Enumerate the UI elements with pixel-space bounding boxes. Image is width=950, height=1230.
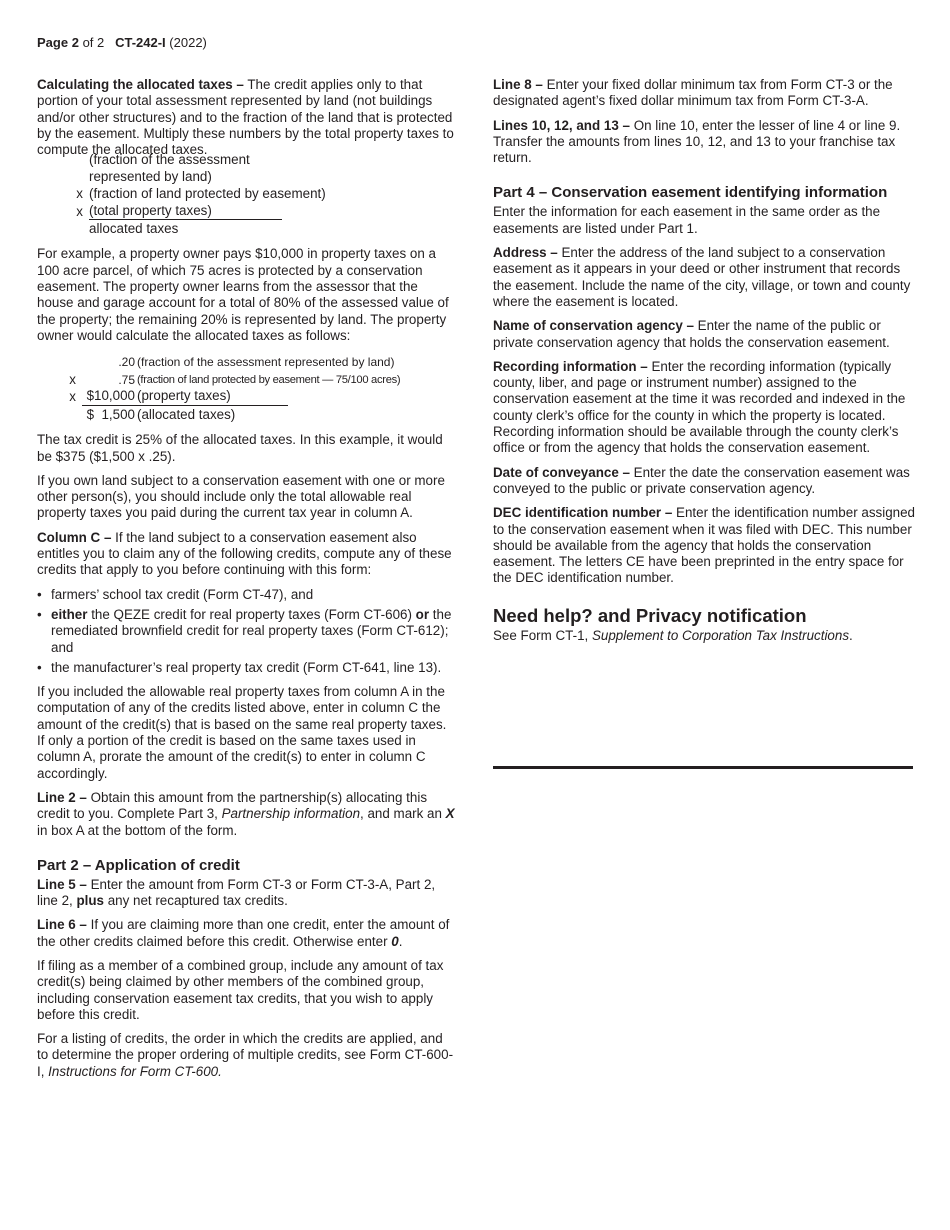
list-item-emphasis: either bbox=[51, 606, 88, 622]
part-4-intro: Enter the information for each easement in the same order as the easements are listed under Part 1. bbox=[493, 204, 881, 236]
address-title: Address – bbox=[493, 245, 558, 261]
page-header bbox=[37, 35, 207, 51]
formula-number: .75 bbox=[118, 372, 135, 387]
help-text: . bbox=[849, 627, 853, 643]
formula-number: .20 bbox=[118, 355, 135, 370]
right-column bbox=[493, 77, 915, 652]
line-5-title: Line 5 – bbox=[37, 876, 87, 892]
allocated-taxes-text: The credit applies only to that portion of your total assessment represented by land (not buildings and/or other structures) and to the fraction of the land that is protected by the easement. Multiply these numbers by the total property taxes to compute the allocated taxes. bbox=[37, 77, 454, 158]
line-2-text: in box A at the bottom of the form. bbox=[37, 822, 238, 838]
co-owner-paragraph: If you own land subject to a conservation easement with one or more other person(s), you should include only the total allowable real property taxes you paid during the current tax year in column A. bbox=[37, 472, 445, 521]
bullet-icon: • bbox=[37, 659, 42, 675]
allocation-formula bbox=[37, 152, 457, 237]
line-5-text: any net recaptured tax credits. bbox=[103, 893, 288, 909]
combined-group-paragraph: If filing as a member of a combined group, include any amount of tax credit(s) being claimed by other members of the combined group, including conservation easement tax credits, that you wish to apply before this credit. bbox=[37, 957, 444, 1022]
line-6-text: . bbox=[398, 933, 403, 949]
lines-10-12-13-paragraph bbox=[493, 118, 915, 167]
line-5-text: Enter the amount from Form CT-3 or Form CT-3-A, Part 2, line 2, bbox=[37, 876, 436, 909]
recording-title: Recording information – bbox=[493, 358, 648, 374]
agency-text: Enter the name of the public or private conservation agency that holds the conservation easement. bbox=[493, 318, 890, 350]
dec-title: DEC identification number – bbox=[493, 505, 673, 521]
credit-listing-text: For a listing of credits, the order in which the credits are applied, and to determine the proper ordering of multiple credits, see Form CT-600-I, bbox=[37, 1031, 454, 1079]
list-item bbox=[37, 660, 457, 676]
left-column bbox=[37, 77, 457, 1088]
page-word: Page bbox=[37, 35, 69, 50]
bullet-icon: • bbox=[37, 586, 42, 602]
form-id: CT-242-I bbox=[115, 35, 166, 50]
part-2-heading: Part 2 – Application of credit bbox=[37, 856, 240, 874]
page-number: 2 bbox=[71, 35, 79, 50]
formula-result: (allocated taxes) bbox=[137, 406, 236, 422]
formula-text: (property taxes) bbox=[137, 388, 288, 405]
line-2-text: , and mark an bbox=[360, 806, 446, 822]
zero-value: 0 bbox=[391, 933, 399, 949]
agency-paragraph bbox=[493, 318, 915, 351]
lines-10-12-13-text: On line 10, enter the lesser of line 4 or line 9. Transfer the amounts from lines 10, 12, and 13 to your franchise tax return. bbox=[493, 117, 901, 166]
help-heading: Need help? and Privacy notification bbox=[493, 604, 807, 626]
credit-listing-paragraph bbox=[37, 1031, 457, 1080]
conveyance-title: Date of conveyance – bbox=[493, 464, 630, 480]
formula-row bbox=[37, 185, 457, 203]
allocated-taxes-title: Calculating the allocated taxes – bbox=[37, 77, 244, 92]
example-paragraph: For example, a property owner pays $10,000 in property taxes on a 100 acre parcel, of which 75 acres is protected by a conservation easement. The property owner learns from the assessor that the house and garage account for a total of 80% of the assessed value of the property; the remaining 20% is represented by land. The property owner would calculate the allocated taxes as follows: bbox=[37, 246, 449, 343]
column-c-title: Column C – bbox=[37, 529, 112, 545]
credit-listing-italic: Instructions for Form CT-600. bbox=[48, 1063, 222, 1079]
formula-number: $ 1,500 bbox=[86, 406, 135, 422]
end-rule bbox=[493, 766, 913, 769]
line-5-emphasis: plus bbox=[76, 893, 104, 909]
line-2-title: Line 2 – bbox=[37, 789, 87, 805]
dec-paragraph bbox=[493, 505, 915, 586]
page-of: of 2 bbox=[82, 35, 105, 50]
line-2-paragraph bbox=[37, 790, 457, 839]
line-5-paragraph bbox=[37, 877, 457, 910]
line-6-text: If you are claiming more than one credit, enter the amount of the other credits claimed before this credit. Otherwise enter bbox=[37, 917, 450, 949]
form-year: (2022) bbox=[169, 35, 207, 50]
formula-row bbox=[37, 353, 457, 371]
recording-text: Enter the recording information (typically county, liber, and page or instrument number) assigned to the conservation easement at the time it was recorded and indexed in the county clerk’s office for the county in which the property is located. Recording information should be available through the county clerk’s office or from the agency that holds the conservation easement. bbox=[493, 358, 906, 456]
formula-row bbox=[37, 371, 457, 389]
list-item bbox=[37, 607, 457, 656]
formula-row bbox=[37, 152, 457, 185]
help-paragraph bbox=[493, 628, 915, 644]
list-item-text: the QEZE credit for real property taxes (Form CT-606) bbox=[87, 606, 416, 622]
line-8-paragraph bbox=[493, 77, 915, 110]
line-2-italic: Partnership information bbox=[221, 806, 361, 822]
formula-row bbox=[37, 202, 457, 220]
example-formula bbox=[37, 353, 457, 423]
formula-operator: x bbox=[69, 371, 76, 387]
column-c-paragraph bbox=[37, 530, 457, 579]
x-mark: X bbox=[445, 806, 455, 822]
formula-text: (fraction of the assessment represented by land) bbox=[137, 355, 395, 370]
formula-text: (total property taxes) bbox=[89, 203, 282, 220]
conveyance-text: Enter the date the conservation easement was conveyed to the public or private conservation agency. bbox=[493, 464, 910, 496]
formula-row bbox=[37, 406, 457, 424]
help-italic: Supplement to Corporation Tax Instructions bbox=[591, 627, 850, 643]
dec-text: Enter the identification number assigned to the conservation easement when it was filed with DEC. This number should be available from the agency that holds the conservation easement. The letters CE have been preprinted in the entry space for the DEC identification number. bbox=[493, 505, 915, 586]
list-item-emphasis: or bbox=[415, 606, 430, 622]
formula-row bbox=[37, 220, 457, 238]
line-8-text: Enter your fixed dollar minimum tax from Form CT-3 or the designated agent’s fixed dollar minimum tax from Form CT-3-A. bbox=[493, 77, 893, 109]
recording-paragraph bbox=[493, 359, 915, 457]
formula-operator: x bbox=[69, 389, 76, 405]
address-paragraph bbox=[493, 245, 915, 310]
list-item-text: farmers’ school tax credit (Form CT-47), and bbox=[51, 586, 314, 602]
bullet-icon: • bbox=[37, 606, 42, 622]
formula-text: (fraction of the assessment represented by land) bbox=[89, 152, 250, 184]
formula-result: allocated taxes bbox=[89, 221, 179, 237]
conveyance-paragraph bbox=[493, 465, 915, 498]
address-text: Enter the address of the land subject to a conservation easement as it appears in your deed or other instrument that records the easement. Include the name of the city, village, or town and county where the easement is located. bbox=[493, 245, 911, 309]
column-c-text: If the land subject to a conservation easement also entitles you to claim any of the following credits, compute any of these credits that apply to you before continuing with this form: bbox=[37, 529, 452, 578]
line-6-paragraph bbox=[37, 917, 457, 950]
line-8-title: Line 8 – bbox=[493, 77, 543, 92]
list-item-text: the remediated brownfield credit for real property taxes (Form CT-612); and bbox=[51, 606, 452, 655]
help-text: See Form CT-1, bbox=[493, 627, 592, 643]
list-item bbox=[37, 587, 457, 603]
formula-text: (fraction of land protected by easement) bbox=[89, 186, 326, 202]
agency-title: Name of conservation agency – bbox=[493, 318, 694, 334]
formula-operator: x bbox=[76, 203, 83, 219]
credit-paragraph: The tax credit is 25% of the allocated taxes. In this example, it would be $375 ($1,500 x .25). bbox=[37, 432, 443, 464]
lines-10-12-13-title: Lines 10, 12, and 13 – bbox=[493, 117, 630, 133]
formula-number: $10,000 bbox=[82, 388, 137, 405]
formula-operator: x bbox=[76, 186, 83, 202]
formula-text: (fraction of land protected by easement — 75/100 acres) bbox=[137, 373, 401, 386]
credits-list bbox=[37, 587, 457, 676]
included-taxes-paragraph: If you included the allowable real property taxes from column A in the computation of any of the credits listed above, enter in column C the amount of the credit(s) that is based on the same real property taxes. If only a portion of the credit is based on the same taxes used in column A, prorate the amount of the credit(s) to enter in column C accordingly. bbox=[37, 684, 447, 781]
line-6-title: Line 6 – bbox=[37, 917, 87, 933]
part-4-heading: Part 4 – Conservation easement identifying information bbox=[493, 184, 888, 202]
line-2-text: Obtain this amount from the partnership(s) allocating this credit to you. Complete Part 3, bbox=[37, 789, 428, 822]
allocated-taxes-paragraph bbox=[37, 77, 457, 158]
list-item-text: the manufacturer’s real property tax credit (Form CT-641, line 13). bbox=[51, 659, 442, 675]
formula-row bbox=[37, 388, 457, 406]
